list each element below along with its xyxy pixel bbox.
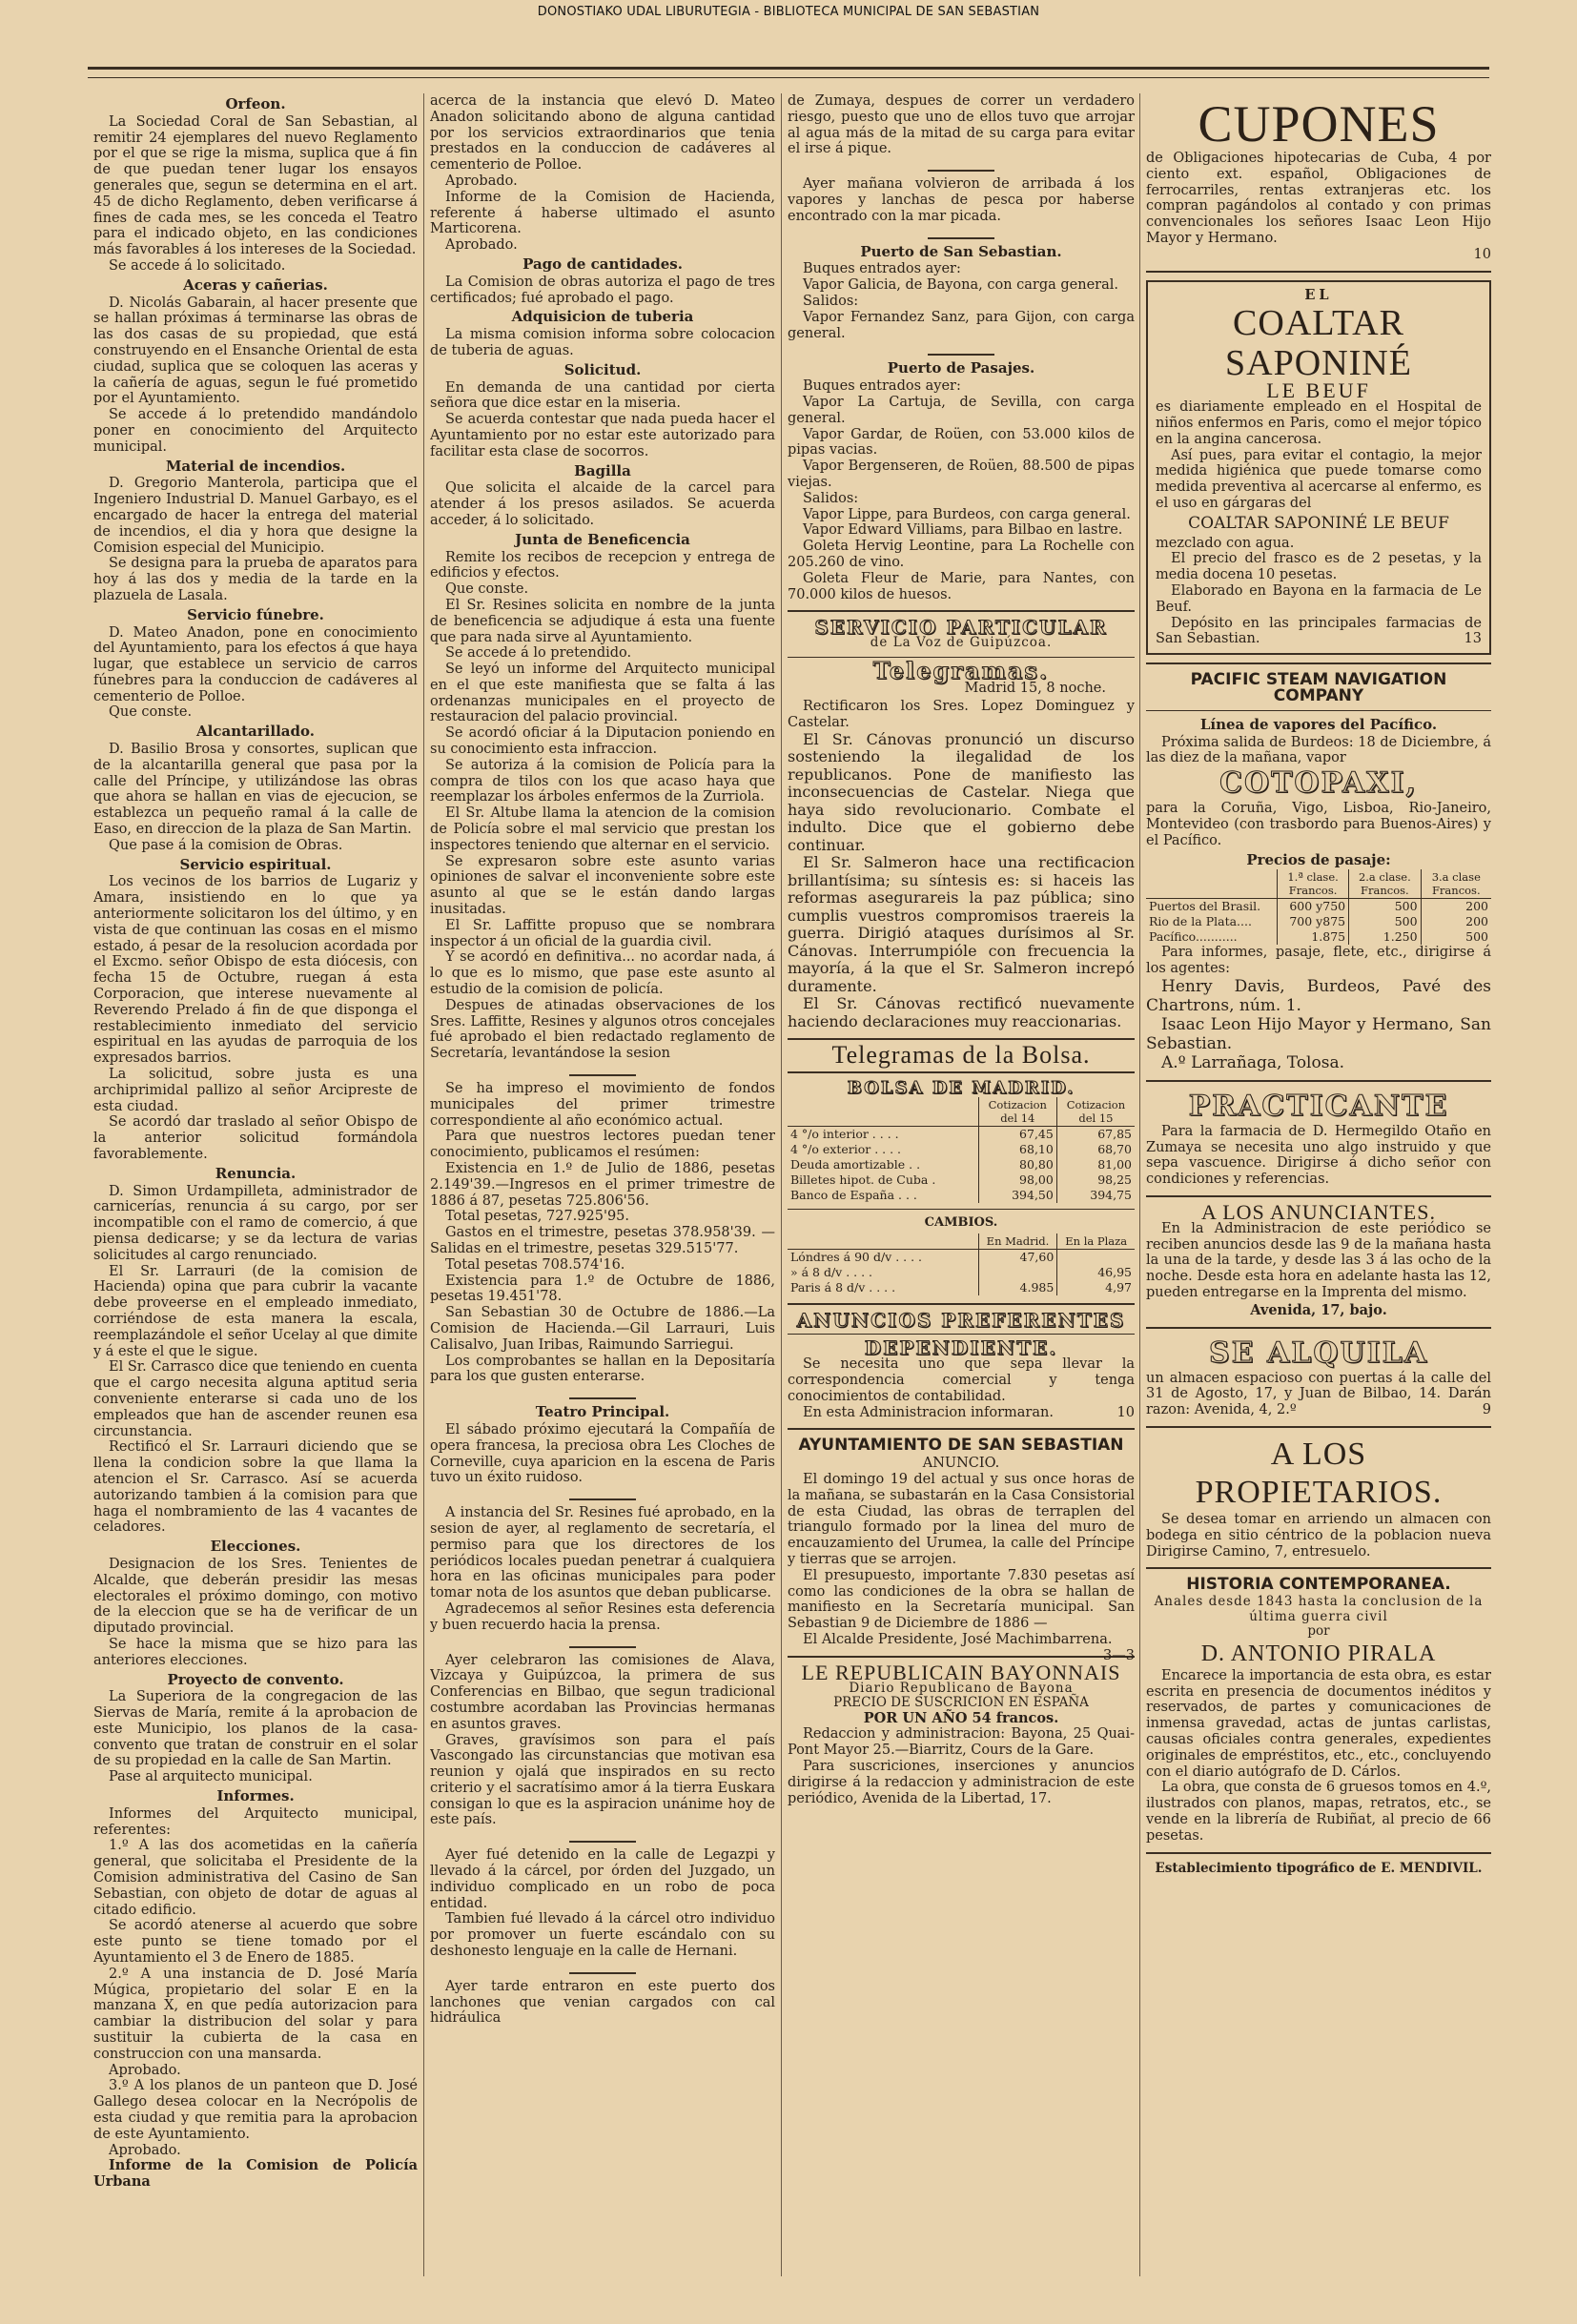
paragraph: Se acordó atenerse al acuerdo que sobre este punto se tiene tomado por el Ayuntamiento el 3 de Enero de 1885. — [93, 1918, 418, 1967]
cambios-row — [788, 1249, 1135, 1265]
republicain-ano: POR UN AÑO 54 francos. — [863, 1709, 1059, 1726]
bolsa-madrid-heading: BOLSA DE MADRID. — [847, 1078, 1075, 1099]
bolsa-row-value: 67,85 — [1056, 1126, 1135, 1142]
pacific-heading: PACIFIC STEAM NAVIGATION COMPANY — [1190, 670, 1447, 705]
paragraph: Total pesetas, 727.925'95. — [445, 1209, 630, 1225]
separator — [430, 1966, 775, 1973]
pasaje-row — [1146, 929, 1491, 945]
paragraph: Se necesita uno que sepa llevar la correspondencia comercial y tenga conocimientos de contabilidad. — [788, 1356, 1135, 1404]
bolsa-row-label: Banco de España . . . — [790, 1187, 917, 1202]
paragraph: Buques entrados ayer: — [803, 261, 961, 277]
paragraph: Despues de atinadas observaciones de los Sres. Laffitte, Resines y algunos otros concejales fué aprobado el bien redactado reglamento de Secretaría, levantándose la sesion — [430, 997, 775, 1062]
paragraph: El Sr. Laffitte propuso que se nombrara inspector á un oficial de la guardia civil. — [430, 917, 775, 949]
printer-credit: Establecimiento tipográfico de E. MENDIVIL. — [1155, 1860, 1483, 1876]
cotopaxi-heading: COTOPAXI, — [1219, 766, 1418, 801]
pasaje-row-value: 1.250 — [1349, 929, 1421, 945]
cupones-heading: CUPONES — [1198, 95, 1440, 153]
linea-heading: Línea de vapores del Pacífico. — [1199, 715, 1438, 733]
section-heading-elecciones: Elecciones. — [210, 1538, 301, 1556]
dependiente-heading: DEPENDIENTE. — [864, 1336, 1058, 1360]
paragraph: Se autoriza á la comision de Policía para la compra de tilos con los que acaso haya que reemplazar los árboles enfermos de la Zurriola. — [430, 757, 775, 805]
paragraph: El precio del frasco es de 2 pesetas, y la media docena 10 pesetas. — [1156, 551, 1482, 583]
ad-number: 3—3 — [1103, 1647, 1135, 1663]
telegramas-heading: Telegramas. — [872, 656, 1050, 684]
cambios-row-label: Lóndres á 90 d/v . . . . — [790, 1249, 923, 1264]
pasaje-table — [1146, 869, 1491, 945]
bolsa-col-header: Cotizacion del 15 — [1056, 1097, 1135, 1127]
paragraph-text: En esta Administracion informaran. — [803, 1404, 1054, 1420]
paragraph — [1156, 616, 1482, 648]
paragraph: D. Basilio Brosa y consortes, suplican que de la alcantarilla general que pasa por la calle del Príncipe, y utilizándose las obras que ahora se hallan en vias de ejecucion, se establezca un pequeño ramal á la calle de Easo, en direccion de la plaza de San Martin. — [93, 742, 418, 838]
coaltar-ad — [1146, 280, 1491, 656]
bolsa-heading: Telegramas de la Bolsa. — [831, 1041, 1091, 1070]
paragraph: La Sociedad Coral de San Sebastian, al remitir 24 ejemplares del nuevo Reglamento por el que se rige la misma, suplica que á fin de que puedan tener lugar los ensayos generales que, segun se determina en el art. 45 de dicho Reglamento, deben verificarse á fines de cada mes, se les conceda el Teatro para el indicado objeto, en las condiciones más favorables á los intereses de la Sociedad. — [93, 113, 418, 258]
bolsa-row-value: 81,00 — [1056, 1157, 1135, 1172]
paragraph: Para informes, pasaje, flete, etc., dirigirse á los agentes: — [1146, 945, 1491, 977]
pasaje-row — [1146, 899, 1491, 915]
rule — [1146, 1852, 1491, 1854]
cambios-heading: CAMBIOS. — [924, 1214, 998, 1230]
separator — [430, 1834, 775, 1842]
rule — [788, 1303, 1135, 1305]
paragraph: Para suscriciones, inserciones y anuncios dirigirse á la redaccion y administracion de este periódico, Avenida de la Libertad, 17. — [788, 1759, 1135, 1806]
pasaje-row-value: 1.875 — [1278, 929, 1349, 945]
bolsa-row — [788, 1126, 1135, 1142]
paragraph: 1.º A las dos acometidas en la cañería general, que solicitaba el Presidente de la Comision administrativa del Casino de San Sebastian, con objeto de dotar de aguas al citado edificio. — [93, 1838, 418, 1918]
separator — [430, 1640, 775, 1647]
agent-line: Henry Davis, Burdeos, Pavé des Chartrons, núm. 1. — [1146, 976, 1491, 1015]
paragraph: Para que nuestros lectores puedan tener conocimiento, publicamos el resúmen: — [430, 1129, 775, 1161]
paragraph: mezclado con agua. — [1156, 535, 1295, 551]
bolsa-row-label: 4 °/o interior . . . . — [790, 1126, 899, 1141]
paragraph: Que pase á la comision de Obras. — [109, 837, 343, 853]
historia-subtitle: Anales desde 1843 hasta la conclusion de la — [1154, 1594, 1484, 1610]
section-heading-orfeon: Orfeon. — [225, 95, 286, 112]
paragraph: En la Administracion de este periódico se reciben anuncios desde las 9 de la mañana hasta la una de la tarde, y desde las 3 á las ocho de la noche. Desde esta hora en adelante hasta las 12, pueden entregarse en la Imprenta del mismo. — [1146, 1220, 1491, 1301]
paragraph: El Sr. Carrasco dice que teniendo en cuenta que el cargo necesita alguna aptitud seria conveniente enterarse si cada uno de los empleados que han de ascender reunen esa circunstancia. — [93, 1359, 418, 1439]
paragraph: Y se acordó en definitiva... no acordar nada, á lo que es lo mismo, que pase este asunto al estudio de la comision de policía. — [430, 949, 775, 998]
paragraph: acerca de la instancia que elevó D. Mateo Anadon solicitando abono de alguna cantidad por los servicios extraordinarios que tenia prestados en la conduccion de cadáveres al cementerio de Polloe. — [430, 93, 775, 173]
paragraph: La Superiora de la congregacion de las Siervas de María, remite á la aprobacion de este Municipio, los planos de la casa-convento que tratan de construir en el solar de su propiedad en la calle de San Martin. — [93, 1689, 418, 1769]
paragraph-text: un almacen espacioso con puertas á la calle del 31 de Agosto, 17, y Juan de Bilbao, 14. Darán razon: Avenida, 4, 2.º — [1146, 1370, 1491, 1418]
separator — [430, 1492, 775, 1499]
rule — [788, 610, 1135, 612]
paragraph: El Sr. Larrauri (de la comision de Hacienda) opina que para cubrir la vacante debe proveerse en el empleado inmediato, corriéndose de esta manera la escala, reemplazándole el señor Ucelay al que dimite y á este el que le sigue. — [93, 1263, 418, 1359]
paragraph: Salidos: — [803, 490, 859, 506]
paragraph: Que conste. — [109, 704, 193, 721]
bolsa-row — [788, 1172, 1135, 1188]
paragraph: Aprobado. — [109, 2142, 181, 2158]
anuncios-heading: ANUNCIOS PREFERENTES — [796, 1308, 1126, 1332]
bolsa-row-value: 394,75 — [1056, 1188, 1135, 1203]
paragraph: Buques entrados ayer: — [803, 378, 961, 395]
rule — [788, 1038, 1135, 1040]
historia-subtitle: última guerra civil — [1249, 1608, 1388, 1624]
pasaje-col-header: 3.a clase Francos. — [1421, 869, 1491, 899]
paragraph: Pase al arquitecto municipal. — [109, 1769, 313, 1785]
paragraph: Así pues, para evitar el contagio, la mejor medida higiénica que puede tomarse como medida preventiva al acercarse al enfermo, es el uso en gárgaras del — [1156, 447, 1482, 511]
paragraph: Vapor Edward Villiams, para Bilbao en lastre. — [803, 522, 1123, 539]
paragraph: Elaborado en Bayona en la farmacia de Le Beuf. — [1156, 582, 1482, 615]
paragraph: Rectificó el Sr. Larrauri diciendo que se llena la condicion sobre la que llama la atencion el Sr. Carrasco. Así se acuerda autorizando tambien á la comision para que haga el nombramiento de las 4 vacantes de celadores. — [93, 1439, 418, 1536]
cambios-table — [788, 1233, 1135, 1295]
paragraph — [1146, 1371, 1491, 1418]
servicio-heading: SERVICIO PARTICULAR — [814, 616, 1108, 640]
paragraph: Goleta Hervig Leontine, para La Rochelle con 205.260 de vino. — [788, 539, 1135, 570]
rule — [788, 1071, 1135, 1073]
paragraph: Que solicita el alcaide de la carcel para atender á los presos asilados. Se acuerda acceder, á lo solicitado. — [430, 480, 775, 528]
paragraph: Se desea tomar en arriendo un almacen con bodega en sitio céntrico de la poblacion nueva Dirigirse Camino, 7, entresuelo. — [1146, 1512, 1491, 1560]
cambios-row — [788, 1265, 1135, 1280]
paragraph: 2.º A una instancia de D. José María Múgica, propietario del solar E en la manzana X, en que pedía autorizacion para cambiar la distribucion del solar y para sustituir la cubierta de la casa en construccion con una mansarda. — [93, 1966, 418, 2062]
column-1 — [93, 93, 418, 2276]
paragraph: Ayer celebraron las comisiones de Alava, Vizcaya y Guipúzcoa, la primera de sus Conferencias en Bilbao, que segun tradicional costumbre acordaban las Provincias hermanas en asuntos graves. — [430, 1652, 775, 1732]
paragraph: Vapor Lippe, para Burdeos, con carga general. — [803, 506, 1131, 522]
paragraph: D. Gregorio Manterola, participa que el Ingeniero Industrial D. Manuel Garbayo, es el encargado de hacer la entrega del material de incendios, el dia y hora que designe la Comision especial del Municipio. — [93, 476, 418, 556]
paragraph: Informes del Arquitecto municipal, referentes: — [93, 1805, 418, 1838]
historia-heading: HISTORIA CONTEMPORANEA. — [1186, 1575, 1451, 1595]
pasaje-col-header: 2.a clase. Francos. — [1349, 869, 1421, 899]
paragraph: El sábado próximo ejecutará la Compañía de opera francesa, la preciosa obra Les Cloches de Corneville, cuya aparicion en la escena de Paris tuvo un éxito ruidoso. — [430, 1421, 775, 1486]
pasaje-row-value: 500 — [1349, 899, 1421, 915]
paragraph: Vapor Bergenseren, de Roüen, 88.500 de pipas viejas. — [788, 459, 1135, 490]
ad-number: 10 — [1116, 1404, 1135, 1420]
section-heading-teatro: Teatro Principal. — [535, 1403, 670, 1421]
republicain-heading: LE REPUBLICAIN BAYONNAIS — [801, 1660, 1121, 1684]
rule — [1146, 663, 1491, 664]
section-heading-alcantarillado: Alcantarillado. — [196, 723, 315, 741]
paragraph: Vapor Gardar, de Roüen, con 53.000 kilos de pipas vacias. — [788, 426, 1135, 459]
bolsa-row-value: 68,70 — [1056, 1142, 1135, 1157]
paragraph: A instancia del Sr. Resines fué aprobado, en la sesion de ayer, al reglamento de secretaría, el permiso para que los directores de los periódicos locales puedan penetrar á cualquiera hora en las oficinas municipales para poder tomar nota de los asuntos que deban publicarse. — [430, 1505, 775, 1601]
pasaje-row-value: 200 — [1421, 899, 1491, 915]
paragraph — [788, 1405, 1135, 1421]
agent-line: A.º Larrañaga, Tolosa. — [1161, 1052, 1344, 1072]
paragraph: 3.º A los planos de un panteon que D. José Gallego desea colocar en la Necrópolis de esta ciudad y que remitia para la aprobacion de este Ayuntamiento. — [93, 2078, 418, 2142]
paragraph: Tambien fué llevado á la cárcel otro individuo por promover un fuerte escándalo con su deshonesto lenguaje en la calle de Hernani. — [430, 1911, 775, 1960]
paragraph: En demanda de una cantidad por cierta señora que dice estar en la miseria. — [430, 379, 775, 412]
paragraph-text: Depósito en las principales farmacias de San Sebastian. — [1156, 615, 1482, 647]
paragraph: Se ha impreso el movimiento de fondos municipales del primer trimestre correspondiente al año económico actual. — [430, 1081, 775, 1129]
paragraph: Se acuerda contestar que nada pueda hacer el Ayuntamiento por no estar este autorizado para facilitar esta clase de socorros. — [430, 412, 775, 459]
bolsa-row-value: 68,10 — [978, 1142, 1056, 1157]
paragraph: Que conste. — [445, 581, 529, 598]
paragraph: El Sr. Altube llama la atencion de la comision de Policía sobre el mal servicio que prestan los inspectores teniendo que alternar en el servicio. — [430, 805, 775, 853]
rule — [1146, 1327, 1491, 1329]
pasaje-row — [1146, 914, 1491, 929]
rule — [788, 1428, 1135, 1430]
separator — [788, 163, 1135, 171]
separator — [430, 1391, 775, 1398]
cambios-row-value: 4.985 — [978, 1280, 1057, 1295]
paragraph: Vapor Fernandez Sanz, para Gijon, con carga general. — [788, 309, 1135, 341]
paragraph: Salidos: — [803, 293, 859, 309]
column-2 — [430, 93, 775, 2276]
paragraph: es diariamente empleado en el Hospital de niños enfermos en Paris, como el mejor tópico en la angina cancerosa. — [1156, 399, 1482, 447]
pasaje-row-value: 500 — [1421, 929, 1491, 945]
paragraph: Avenida, 17, bajo. — [1250, 1301, 1387, 1318]
anunciantes-heading: A LOS ANUNCIANTES. — [1201, 1200, 1436, 1225]
republicain-subtitle: Diario Republicano de Bayona — [849, 1680, 1074, 1696]
rule — [1146, 1195, 1491, 1197]
republicain-precio: PRECIO DE SUSCRICION EN ESPAÑA — [833, 1695, 1089, 1711]
bolsa-row-label: Billetes hipot. de Cuba . — [790, 1172, 936, 1187]
paragraph: Aprobado. — [445, 173, 518, 189]
paragraph: para la Coruña, Vigo, Lisboa, Rio-Janeiro, Montevideo (con trasbordo para Buenos-Aires) y el Pacífico. — [1146, 801, 1491, 848]
coaltar-heading: COALTAR SAPONINÉ — [1225, 303, 1412, 384]
paragraph: Se hace la misma que se hizo para las anteriores elecciones. — [93, 1636, 418, 1668]
paragraph: de Zumaya, despues de correr un verdadero riesgo, puesto que uno de ellos tuvo que arrojar al agua más de la mitad de su carga para evitar el irse á pique. — [788, 93, 1135, 157]
pasaje-row-value: 500 — [1349, 914, 1421, 929]
paragraph: Se acordó oficiar á la Diputacion poniendo en su conocimiento esta infraccion. — [430, 725, 775, 758]
column-divider — [781, 93, 782, 2276]
paragraph: El Sr. Salmeron hace una rectificacion brillantísima; su síntesis es: si haceis las reformas asegurareis la paz pública; sino cumplis vuestros compromisos traereis la guerra. Dirigió ataques durísimos al Sr. Cánovas. Interrumpióle con frecuencia la mayoría, á la que el Sr. Salmeron increpó duramente. — [788, 853, 1135, 995]
cambios-col-header: En la Plaza — [1057, 1233, 1135, 1250]
paragraph: Se leyó un informe del Arquitecto municipal en el que este manifiesta que se falta á las ordenanzas municipales en el proyecto de restauracion del palacio provincial. — [430, 662, 775, 725]
paragraph: El presupuesto, importante 7.830 pesetas así como las condiciones de la obra se hallan de manifiesto en la Secretaría municipal. San Sebastian 9 de Diciembre de 1886 — — [788, 1567, 1135, 1632]
pasaje-row-label: Rio de la Plata.... — [1149, 914, 1252, 929]
paragraph: San Sebastian 30 de Octubre de 1886.—La Comision de Hacienda.—Gil Larrauri, Luis Calisalvo, Juan Iribas, Raimundo Sarriegui. — [430, 1305, 775, 1353]
section-heading-tuberia: Adquisicion de tuberia — [511, 308, 694, 326]
paragraph: D. Simon Urdampilleta, administrador de carnicerías, renuncia á su cargo, por ser incompatible con el ramo de comercio, á que piensa dedicarse; y se da lectura de varias solicitudes al cargo renunciado. — [93, 1183, 418, 1263]
paragraph: de Obligaciones hipotecarias de Cuba, 4 por ciento ext. español, Obligaciones de ferrocarriles, rentas extranjeras etc. los compran pagándolos al contado y con primas convencionales los señores Isaac Leon Hijo Mayor y Hermano. — [1146, 151, 1491, 246]
library-header: DONOSTIAKO UDAL LIBURUTEGIA - BIBLIOTECA MUNICIPAL DE SAN SEBASTIAN — [537, 5, 1040, 19]
section-heading-pasajes: Puerto de Pasajes. — [887, 359, 1035, 377]
paragraph: Encarece la importancia de esta obra, es estar escrita en presencia de documentos inéditos y reservados, de partes y comunicaciones de inmensa gravedad, actas de juntas carlistas, causas oficiales contra generales, expedientes originales de empréstitos, etc., etc., concluyendo con el diario autógrafo de D. Cárlos. — [1146, 1667, 1491, 1780]
paragraph: Redaccion y administracion: Bayona, 25 Quai-Pont Mayor 25.—Biarritz, Cours de la Gare. — [788, 1726, 1135, 1759]
rule — [788, 1334, 1135, 1335]
paragraph: Próxima salida de Burdeos: 18 de Diciembre, á las diez de la mañana, vapor — [1146, 734, 1491, 766]
cambios-row-value — [1057, 1249, 1135, 1265]
column-3 — [788, 93, 1135, 2276]
cambios-row-value — [978, 1265, 1057, 1280]
cambios-row-label: » á 8 d/v . . . . — [790, 1264, 873, 1279]
pasaje-row-value: 200 — [1421, 914, 1491, 929]
section-heading-pago: Pago de cantidades. — [522, 255, 683, 273]
bolsa-row-label: Deuda amortizable . . — [790, 1156, 921, 1172]
servicio-subtitle: de La Voz de Guipúzcoa. — [870, 635, 1053, 651]
coaltar-subheading: COALTAR SAPONINÉ LE BEUF — [1188, 513, 1449, 533]
cambios-row — [788, 1280, 1135, 1295]
bolsa-row-value: 98,25 — [1056, 1172, 1135, 1188]
ayuntamiento-heading: AYUNTAMIENTO DE SAN SEBASTIAN — [798, 1436, 1124, 1456]
paragraph: El Sr. Cánovas pronunció un discurso sosteniendo la ilegalidad de los republicanos. Pone de manifiesto las inconsecuencias de Castelar. Niega que haya sido revolucionario. Combate el indulto. Dice que el gobierno debe continuar. — [788, 729, 1135, 854]
section-heading-informes: Informes. — [216, 1787, 295, 1805]
pasaje-row-label: Puertos del Brasil. — [1149, 899, 1261, 914]
paragraph: Se expresaron sobre este asunto varias opiniones de salvar el inconveniente sobre este asunto al que se le están dando largas inusitadas. — [430, 853, 775, 918]
paragraph: Existencia para 1.º de Octubre de 1886, pesetas 19.451'78. — [430, 1273, 775, 1305]
ad-number: 13 — [1464, 631, 1482, 647]
bolsa-table — [788, 1097, 1135, 1203]
paragraph: D. Mateo Anadon, pone en conocimiento del Ayuntamiento, para los efectos á que haya lugar, que establece un servicio de carros fúnebres para la conduccion de cadáveres al cementerio de Polloe. — [93, 624, 418, 704]
paragraph: Graves, gravísimos son para el país Vascongado las circunstancias que motivan esa reunion y ojalá que inspirados en su recto criterio y el sacratísimo amor á la tierra Euskara consigan lo que es la aspiracion unánime hoy de este país. — [430, 1732, 775, 1828]
rule — [1146, 1567, 1491, 1569]
rule — [1146, 271, 1491, 273]
paragraph: D. Nicolás Gabarain, al hacer presente que se hallan próximas á terminarse las obras de las dos casas de su propiedad, que está construyendo en el Ensanche Oriental de esta ciudad, suplica que se coloquen las aceras y la cañería de aguas, segun le fué prometido por el Ayuntamiento. — [93, 295, 418, 407]
paragraph: El domingo 19 del actual y sus once horas de la mañana, se subastarán en la Casa Consistorial de esta Ciudad, las obras de terraplen del triangulo formado por la linea del muro de encauzamiento del Urumea, la calle del Príncipe y tierras que se arrojen. — [788, 1472, 1135, 1568]
paragraph: Se accede á lo pretendido mandándolo poner en conocimiento del Arquitecto municipal. — [93, 407, 418, 455]
paragraph — [788, 1632, 1135, 1663]
pasaje-col-header: 1.ª clase. Francos. — [1278, 869, 1349, 899]
paragraph: Se acordó dar traslado al señor Obispo de la anterior solicitud formándola favorablemente. — [93, 1114, 418, 1162]
precios-heading: Precios de pasaje: — [1246, 850, 1391, 868]
separator — [788, 347, 1135, 355]
paragraph: Ayer fué detenido en la calle de Legazpi y llevado á la cárcel, por órden del Juzgado, un individuo complicado en un robo de poca entidad. — [430, 1847, 775, 1911]
paragraph: Gastos en el trimestre, pesetas 378.958'39. —Salidas en el trimestre, pesetas 329.515'77. — [430, 1225, 775, 1256]
paragraph: Goleta Fleur de Marie, para Nantes, con 70.000 kilos de huesos. — [788, 570, 1135, 602]
section-heading-convento: Proyecto de convento. — [167, 1670, 344, 1688]
section-heading-solicitud: Solicitud. — [563, 360, 642, 378]
section-heading-espiritual: Servicio espiritual. — [179, 855, 332, 873]
paragraph: Vapor La Cartuja, de Sevilla, con carga general. — [788, 394, 1135, 426]
bolsa-row-value: 98,00 — [978, 1172, 1056, 1188]
practicante-heading: PRACTICANTE — [1188, 1089, 1449, 1123]
propietarios-heading: A LOS PROPIETARIOS. — [1195, 1437, 1443, 1511]
paragraph: Existencia en 1.º de Julio de 1886, pesetas 2.149'39.—Ingresos en el primer trimestre de 1886 á 87, pesetas 725.806'56. — [430, 1161, 775, 1209]
paragraph: Los vecinos de los barrios de Lugariz y Amara, insistiendo en lo que ya anteriormente solicitaron los del último, y en vista de que continuan las cosas en el mismo estado, á pesar de la resolucion acordada por el Excmo. señor Obispo de esta diócesis, con fecha 15 de Octubre, ruegan á esta Corporacion, que interese nuevamente al Reverendo Prelado á fin de que disponga el restablecimiento inmediato del servicio espiritual en las ayudas de parroquia de los expresados barrios. — [93, 874, 418, 1067]
column-divider — [423, 93, 424, 2276]
rule — [788, 1209, 1135, 1210]
section-heading-junta: Junta de Beneficencia — [515, 530, 690, 548]
paragraph: Ayer tarde entraron en este puerto dos lanchones que venian cargados con cal hidráulica — [430, 1978, 775, 2027]
rule — [1146, 710, 1491, 711]
pirala-heading: D. ANTONIO PIRALA — [1200, 1641, 1437, 1666]
coaltar-el: EL — [1304, 286, 1333, 303]
paragraph: Ayer mañana volvieron de arribada á los vapores y lanchas de pesca por haberse encontrado con la mar picada. — [788, 176, 1135, 224]
paragraph: Remite los recibos de recepcion y entrega de edificios y efectos. — [430, 549, 775, 581]
paragraph: El Sr. Cánovas rectificó nuevamente haciendo declaraciones muy reaccionarias. — [788, 994, 1135, 1030]
ad-number: 9 — [1482, 1402, 1491, 1418]
agent-line: Isaac Leon Hijo Mayor y Hermano, San Sebastian. — [1146, 1014, 1491, 1053]
rule — [788, 1656, 1135, 1658]
paragraph: Los comprobantes se hallan en la Depositaría para los que gusten enterarse. — [430, 1353, 775, 1385]
bolsa-row — [788, 1157, 1135, 1172]
paragraph: Informe de la Comision de Policía Urbana — [93, 2157, 418, 2191]
paragraph: La obra, que consta de 6 gruesos tomos en 4.º, ilustrados con planos, mapas, retratos, etc., se vende en la librería de Rubiñat, al precio de 66 pesetas. — [1146, 1780, 1491, 1844]
paragraph: Se designa para la prueba de aparatos para hoy á las dos y media de la tarde en la plazuela de Lasala. — [93, 556, 418, 603]
section-heading-puerto-ss: Puerto de San Sebastian. — [860, 242, 1062, 260]
rule — [1146, 1426, 1491, 1428]
dateline: Madrid 15, 8 noche. — [964, 681, 1106, 697]
paragraph: Se accede á lo pretendido. — [445, 645, 632, 662]
paragraph: Total pesetas 708.574'16. — [445, 1256, 625, 1273]
bolsa-row-label: 4 °/o exterior . . . . — [790, 1141, 902, 1156]
top-rule — [88, 67, 1489, 78]
paragraph-text: El Alcalde Presidente, José Machimbarrena. — [803, 1632, 1113, 1648]
pasaje-row-label: Pacífico........... — [1149, 929, 1238, 945]
paragraph: Vapor Galicia, de Bayona, con carga general. — [803, 277, 1118, 294]
paragraph: La solicitud, sobre justa es una archiprimidal pallizo al señor Arcipreste de esta ciudad. — [93, 1067, 418, 1114]
paragraph: La misma comision informa sobre colocacion de tuberia de aguas. — [430, 327, 775, 358]
newspaper-page — [93, 93, 1495, 2276]
rule — [1146, 1080, 1491, 1082]
cambios-row-value: 46,95 — [1057, 1265, 1135, 1280]
cambios-col-header: En Madrid. — [978, 1233, 1057, 1250]
paragraph: Para la farmacia de D. Hermegildo Otaño en Zumaya se necesita uno algo instruido y que sepa vascuence. Dirigirse á dicho señor con condiciones y referencias. — [1146, 1123, 1491, 1188]
cambios-row-value: 4,97 — [1057, 1280, 1135, 1295]
pasaje-row-value: 700 y875 — [1278, 914, 1349, 929]
bolsa-row — [788, 1142, 1135, 1157]
paragraph: Aprobado. — [445, 237, 518, 254]
section-heading-aceras: Aceras y cañerias. — [183, 275, 328, 294]
alquila-heading: SE ALQUILA — [1208, 1335, 1429, 1370]
ad-number: 10 — [1473, 246, 1491, 262]
paragraph: Informe de la Comision de Hacienda, referente á haberse ultimado el asunto Marticorena. — [430, 189, 775, 237]
section-heading-renuncia: Renuncia. — [215, 1164, 297, 1182]
anuncio-heading: ANUNCIO. — [922, 1456, 1000, 1472]
separator — [430, 1068, 775, 1075]
paragraph: Aprobado. — [109, 2062, 181, 2078]
paragraph: Se accede á lo solicitado. — [109, 257, 286, 274]
section-heading-funebre: Servicio fúnebre. — [187, 605, 324, 623]
bolsa-row-value: 67,45 — [978, 1126, 1056, 1142]
section-heading-bagilla: Bagilla — [574, 461, 631, 479]
section-heading-incendios: Material de incendios. — [165, 457, 346, 475]
cambios-row-value: 47,60 — [978, 1249, 1057, 1265]
paragraph: Designacion de los Sres. Tenientes de Alcalde, que deberán presidir las mesas electorales el próximo domingo, con motivo de la eleccion que se ha de verificar de un diputado provincial. — [93, 1556, 418, 1637]
pasaje-row-value: 600 y750 — [1278, 899, 1349, 915]
cambios-row-label: Paris á 8 d/v . . . . — [790, 1279, 896, 1295]
paragraph: La Comision de obras autoriza el pago de tres certificados; fué aprobado el pago. — [430, 274, 775, 306]
bolsa-row-value: 80,80 — [978, 1157, 1056, 1172]
bolsa-col-header: Cotizacion del 14 — [978, 1097, 1056, 1127]
paragraph: Rectificaron los Sres. Lopez Dominguez y Castelar. — [788, 699, 1135, 730]
bolsa-row-value: 394,50 — [978, 1188, 1056, 1203]
column-4 — [1146, 93, 1491, 2276]
paragraph: El Sr. Resines solicita en nombre de la junta de beneficencia se adjudique á esta una fuente que para nada sirve al Ayuntamiento. — [430, 597, 775, 645]
column-divider — [1139, 93, 1140, 2276]
separator — [788, 231, 1135, 238]
coaltar-lebeuf: LE BEUF — [1266, 378, 1371, 403]
paragraph: Agradecemos al señor Resines esta deferencia y buen recuerdo hacia la prensa. — [430, 1600, 775, 1633]
historia-por: por — [1307, 1623, 1330, 1640]
bolsa-row — [788, 1188, 1135, 1203]
